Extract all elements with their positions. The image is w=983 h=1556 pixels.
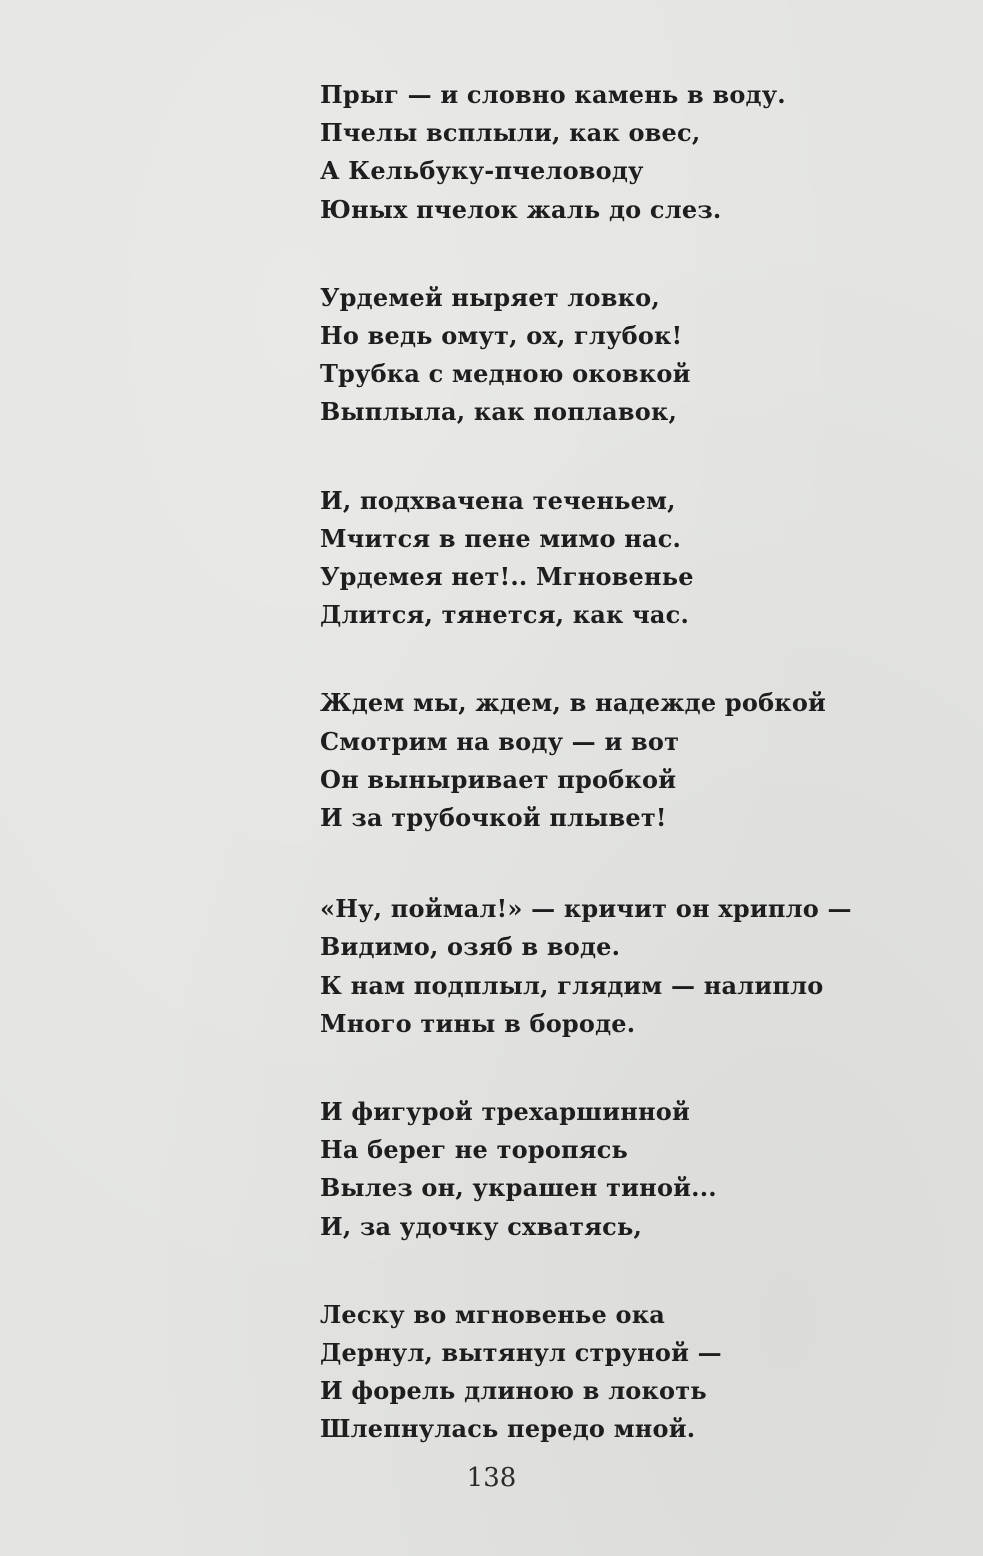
poem-line: И фигурой трехаршинной <box>320 1097 690 1127</box>
poem-line: Видимо, озяб в воде. <box>320 932 621 962</box>
poem-line: Дернул, вытянул струной — <box>320 1338 722 1368</box>
stanza-3 <box>320 482 920 635</box>
poem-text <box>320 76 920 1499</box>
poem-line: И форель длиною в локоть <box>320 1376 707 1406</box>
stanza-5 <box>320 890 920 1043</box>
poem-line: Урдемея нет!.. Мгновенье <box>320 562 694 592</box>
stanza-7 <box>320 1296 920 1449</box>
poem-line: Юных пчелок жаль до слез. <box>320 194 722 224</box>
poem-line: На берег не торопясь <box>320 1135 629 1165</box>
poem-line: И за трубочкой плывет! <box>320 803 667 833</box>
page-number: 138 <box>466 1463 517 1493</box>
poem-line: Прыг — и словно камень в воду. <box>320 80 786 109</box>
poem-line: Урдемей ныряет ловко, <box>320 282 660 312</box>
poem-line: Мчится в пене мимо нас. <box>320 523 682 553</box>
poem-line: Он выныривает пробкой <box>320 764 677 794</box>
poem-line: Трубка с медною оковкой <box>320 359 691 389</box>
poem-line: Длится, тянется, как час. <box>320 600 690 630</box>
poem-line: Но ведь омут, ох, глубок! <box>320 321 683 351</box>
stanza-2 <box>320 279 920 432</box>
poem-line: Леску во мгновенье ока <box>320 1299 666 1329</box>
poem-line: А Кельбуку-пчеловоду <box>320 156 644 186</box>
poem-line: Много тины в бороде. <box>320 1008 636 1038</box>
stanza-6 <box>320 1093 920 1246</box>
poem-line: Выплыла, как поплавок, <box>320 397 678 427</box>
stanza-4 <box>320 684 920 837</box>
poem-line: Ждем мы, ждем, в надежде робкой <box>320 688 827 718</box>
poem-line: И, подхвачена теченьем, <box>320 485 676 515</box>
poem-line: Пчелы всплыли, как овес, <box>320 118 701 148</box>
poem-line: Смотрим на воду — и вот <box>320 726 680 756</box>
poem-line: И, за удочку схватясь, <box>320 1211 643 1241</box>
poem-line: К нам подплыл, глядим — налипло <box>320 970 824 1000</box>
poem-line: Шлепнулась передо мной. <box>320 1414 696 1444</box>
poem-line: Вылез он, украшен тиной... <box>320 1173 717 1203</box>
stanza-1 <box>320 76 920 229</box>
poem-line: «Ну, поймал!» — кричит он хрипло — <box>320 894 852 924</box>
